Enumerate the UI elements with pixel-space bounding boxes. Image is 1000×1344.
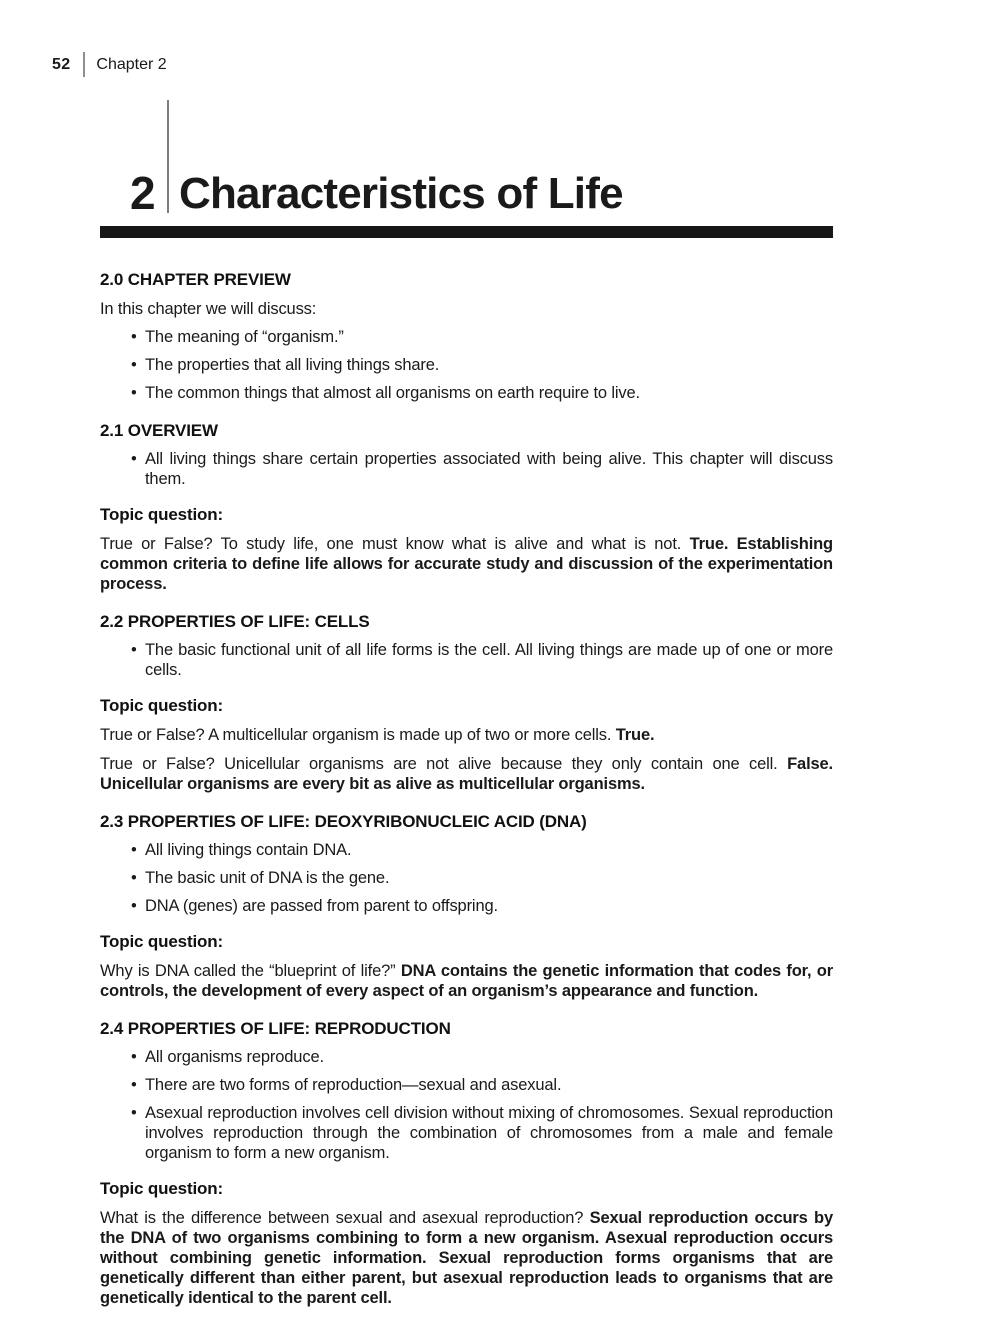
bullet-marker: •: [131, 328, 137, 346]
answer-text: False. Unicellular organisms are every bit as alive as multicellular organisms.: [100, 755, 833, 793]
chapter-title-block: [100, 100, 833, 219]
qa-paragraph: [100, 961, 833, 1001]
bullet-item: [100, 355, 833, 375]
page-number: 52: [52, 55, 71, 73]
section-cells: [100, 611, 833, 794]
bullet-text: The basic functional unit of all life forms is the cell. All living things are made up of one or more cells.: [145, 641, 833, 679]
bullet-text: All living things contain DNA.: [145, 841, 352, 859]
bullet-text: All organisms reproduce.: [145, 1048, 324, 1066]
bullet-marker: •: [131, 869, 137, 887]
section-dna: [100, 811, 833, 1001]
question-text: True or False? To study life, one must know what is alive and what is not.: [100, 535, 690, 553]
bullet-item: [100, 1075, 833, 1095]
section-heading: 2.1 OVERVIEW: [100, 421, 218, 440]
running-header: [52, 52, 167, 77]
section-heading: 2.0 CHAPTER PREVIEW: [100, 270, 291, 289]
bullet-marker: •: [131, 641, 137, 659]
bullet-item: [100, 640, 833, 680]
bullet-item: [100, 383, 833, 403]
question-text: True or False? A multicellular organism is made up of two or more cells.: [100, 726, 616, 744]
bullet-marker: •: [131, 897, 137, 915]
bullet-text: The properties that all living things share.: [145, 356, 440, 374]
qa-paragraph: [100, 725, 833, 745]
intro-paragraph: In this chapter we will discuss:: [100, 300, 317, 318]
bullet-text: The basic unit of DNA is the gene.: [145, 869, 390, 887]
question-text: True or False? Unicellular organisms are not alive because they only contain one cell.: [100, 755, 788, 773]
section-reproduction: [100, 1018, 833, 1308]
answer-text: True. Establishing common criteria to define life allows for accurate study and discussion of the experimentation process.: [100, 535, 833, 593]
section-heading: 2.4 PROPERTIES OF LIFE: REPRODUCTION: [100, 1019, 451, 1038]
answer-text: DNA contains the genetic information that codes for, or controls, the development of every aspect of an organism’s appearance and function.: [100, 962, 833, 1000]
question-text: Why is DNA called the “blueprint of life?”: [100, 962, 401, 980]
bullet-list: [100, 449, 833, 489]
topic-question-label: Topic question:: [100, 505, 224, 524]
bullet-marker: •: [131, 450, 137, 468]
bullet-text: All living things share certain properties associated with being alive. This chapter will discuss them.: [145, 450, 833, 488]
section-heading: 2.2 PROPERTIES OF LIFE: CELLS: [100, 612, 370, 631]
bullet-list: [100, 1047, 833, 1163]
running-header-title: Chapter 2: [96, 55, 167, 73]
bullet-text: DNA (genes) are passed from parent to offspring.: [145, 897, 498, 915]
topic-question-label: Topic question:: [100, 1179, 224, 1198]
topic-question-label: Topic question:: [100, 696, 224, 715]
bullet-item: [100, 840, 833, 860]
answer-text: Sexual reproduction occurs by the DNA of two organisms combining to form a new organism. Asexual reproduction occurs without combining genetic information. Sexual reproduction forms organisms that are genetically different than either parent, but asexual reproduction leads to organisms that are genetically identical to the parent cell.: [100, 1209, 833, 1307]
bullet-marker: •: [131, 384, 137, 402]
qa-paragraph: [100, 1208, 833, 1308]
section-chapter-preview: [100, 269, 833, 403]
header-divider: [83, 52, 85, 77]
bullet-item: [100, 868, 833, 888]
title-divider: [167, 100, 169, 213]
chapter-title: Characteristics of Life: [179, 169, 623, 218]
bullet-marker: •: [131, 1076, 137, 1094]
question-text: What is the difference between sexual and asexual reproduction?: [100, 1209, 590, 1227]
section-overview: [100, 420, 833, 594]
bullet-item: [100, 896, 833, 916]
bullet-marker: •: [131, 841, 137, 859]
bullet-text: The common things that almost all organisms on earth require to live.: [145, 384, 640, 402]
chapter-number: 2: [130, 167, 155, 219]
answer-text: True.: [615, 726, 655, 744]
bullet-item: [100, 449, 833, 489]
bullet-text: The meaning of “organism.”: [145, 328, 344, 346]
qa-paragraph: [100, 754, 833, 794]
bullet-text: Asexual reproduction involves cell division without mixing of chromosomes. Sexual reproduction involves reproduction through the combination of chromosomes from a male and female organism to form a new organism.: [145, 1104, 833, 1162]
bullet-marker: •: [131, 356, 137, 374]
bullet-list: [100, 640, 833, 680]
bullet-text: There are two forms of reproduction—sexual and asexual.: [145, 1076, 562, 1094]
bullet-list: [100, 840, 833, 916]
bullet-item: [100, 327, 833, 347]
bullet-marker: •: [131, 1104, 137, 1122]
bullet-item: [100, 1103, 833, 1163]
section-heading: 2.3 PROPERTIES OF LIFE: DEOXYRIBONUCLEIC ACID (DNA): [100, 812, 587, 831]
title-rule: [100, 226, 833, 238]
bullet-list: [100, 327, 833, 403]
page-body: [100, 238, 833, 1308]
topic-question-label: Topic question:: [100, 932, 224, 951]
qa-paragraph: [100, 534, 833, 594]
bullet-item: [100, 1047, 833, 1067]
bullet-marker: •: [131, 1048, 137, 1066]
